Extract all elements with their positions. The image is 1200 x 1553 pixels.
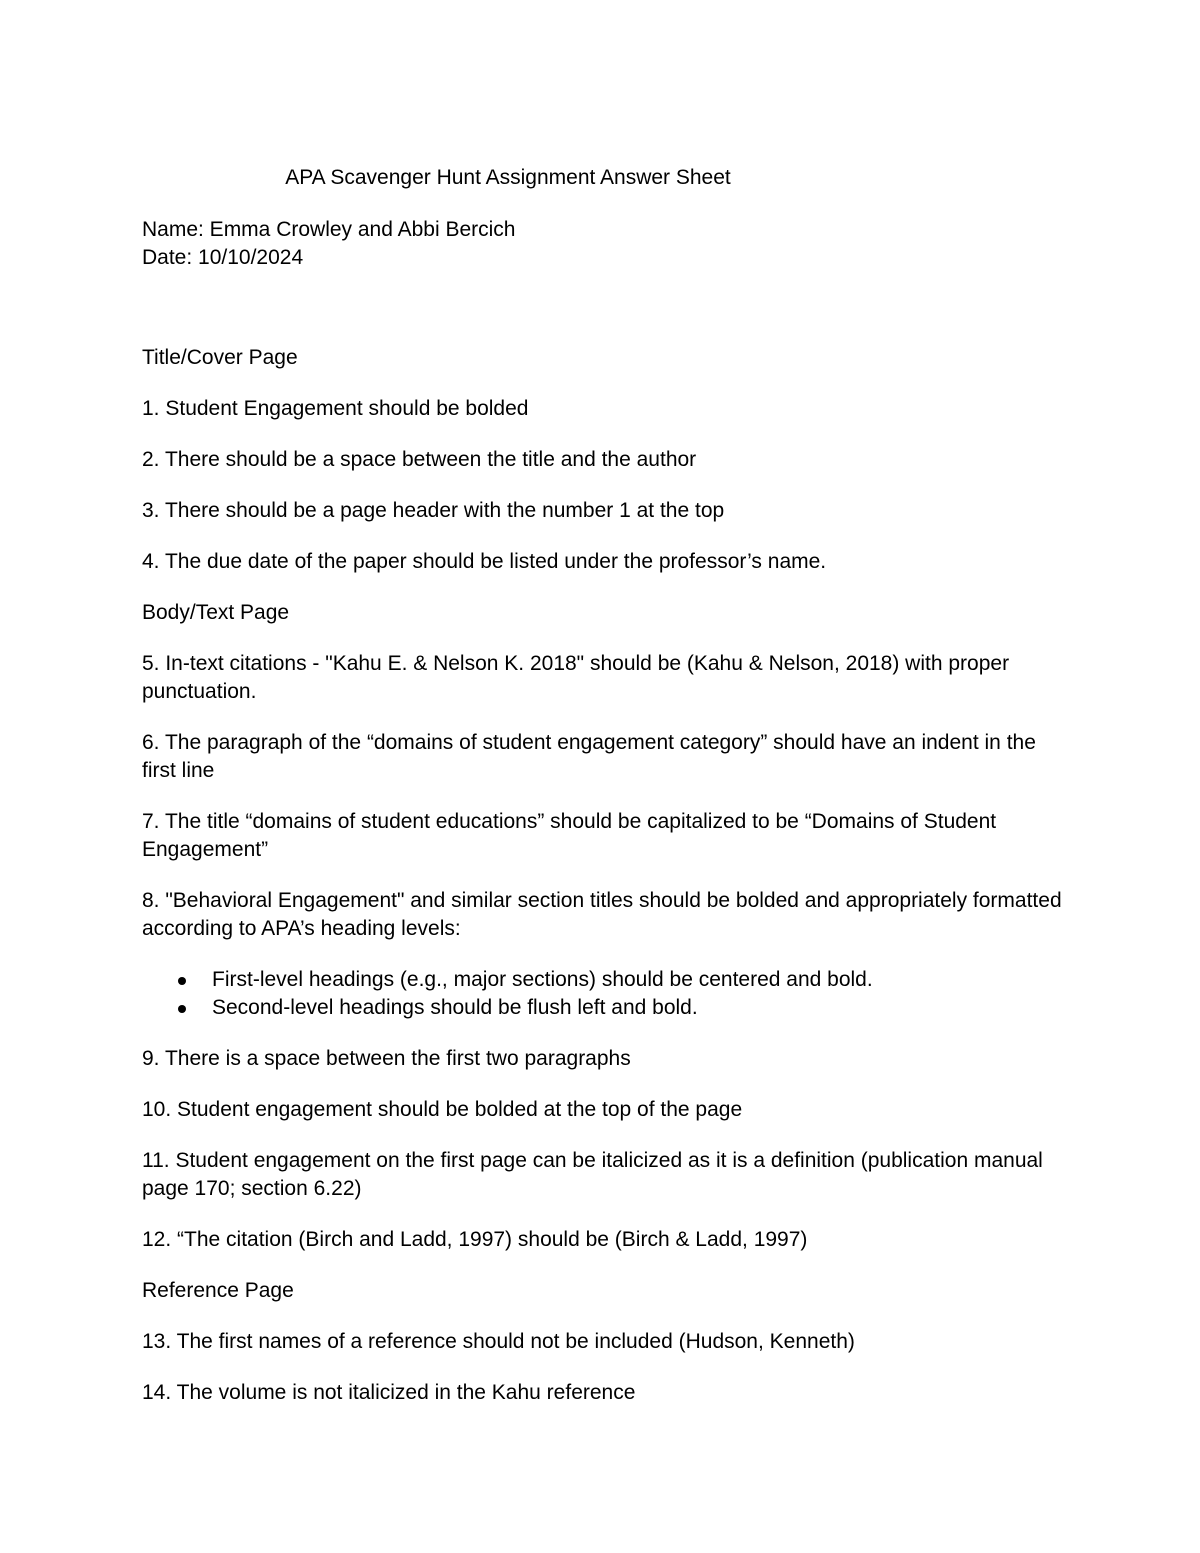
bullet-text: First-level headings (e.g., major sections) should be centered and bold. — [212, 968, 873, 991]
answer-item: 9. There is a space between the first two paragraphs — [142, 1047, 631, 1070]
answer-item: 12. “The citation (Birch and Ladd, 1997) should be (Birch & Ladd, 1997) — [142, 1228, 808, 1251]
answer-item: 5. In-text citations - "Kahu E. & Nelson K. 2018" should be (Kahu & Nelson, 2018) with proper punctuation. — [142, 652, 1010, 703]
answer-item: 10. Student engagement should be bolded at the top of the page — [142, 1098, 743, 1121]
answer-sheet-page — [142, 164, 1062, 1430]
bullet-icon — [178, 977, 186, 985]
bullet-icon — [178, 1005, 186, 1013]
section-heading-reference-page: Reference Page — [142, 1279, 294, 1302]
section-heading-title-page: Title/Cover Page — [142, 346, 298, 369]
answer-item: 11. Student engagement on the first page can be italicized as it is a definition (publication manual page 170; section 6.22) — [142, 1149, 1043, 1200]
answer-item: 4. The due date of the paper should be listed under the professor’s name. — [142, 550, 827, 573]
answer-item: 7. The title “domains of student educations” should be capitalized to be “Domains of Student Engagement” — [142, 810, 997, 861]
date-line: Date: 10/10/2024 — [142, 246, 304, 269]
document-title: APA Scavenger Hunt Assignment Answer Sheet — [285, 166, 731, 189]
section-heading-body-page: Body/Text Page — [142, 601, 290, 624]
bullet-item — [212, 994, 1062, 1022]
answer-item: 2. There should be a space between the title and the author — [142, 448, 697, 471]
answer-item: 8. "Behavioral Engagement" and similar section titles should be bolded and appropriately formatted according to APA’s heading levels: — [142, 889, 1062, 940]
name-line: Name: Emma Crowley and Abbi Bercich — [142, 218, 516, 241]
answer-item: 3. There should be a page header with the number 1 at the top — [142, 499, 725, 522]
answer-item: 14. The volume is not italicized in the Kahu reference — [142, 1381, 636, 1404]
answer-item: 1. Student Engagement should be bolded — [142, 397, 529, 420]
bullet-item — [212, 966, 1062, 994]
heading-levels-list — [142, 966, 1062, 1022]
header-info — [142, 216, 1062, 272]
answer-item: 13. The first names of a reference should not be included (Hudson, Kenneth) — [142, 1330, 855, 1353]
bullet-text: Second-level headings should be flush left and bold. — [212, 996, 698, 1019]
answer-item: 6. The paragraph of the “domains of student engagement category” should have an indent in the first line — [142, 731, 1036, 782]
